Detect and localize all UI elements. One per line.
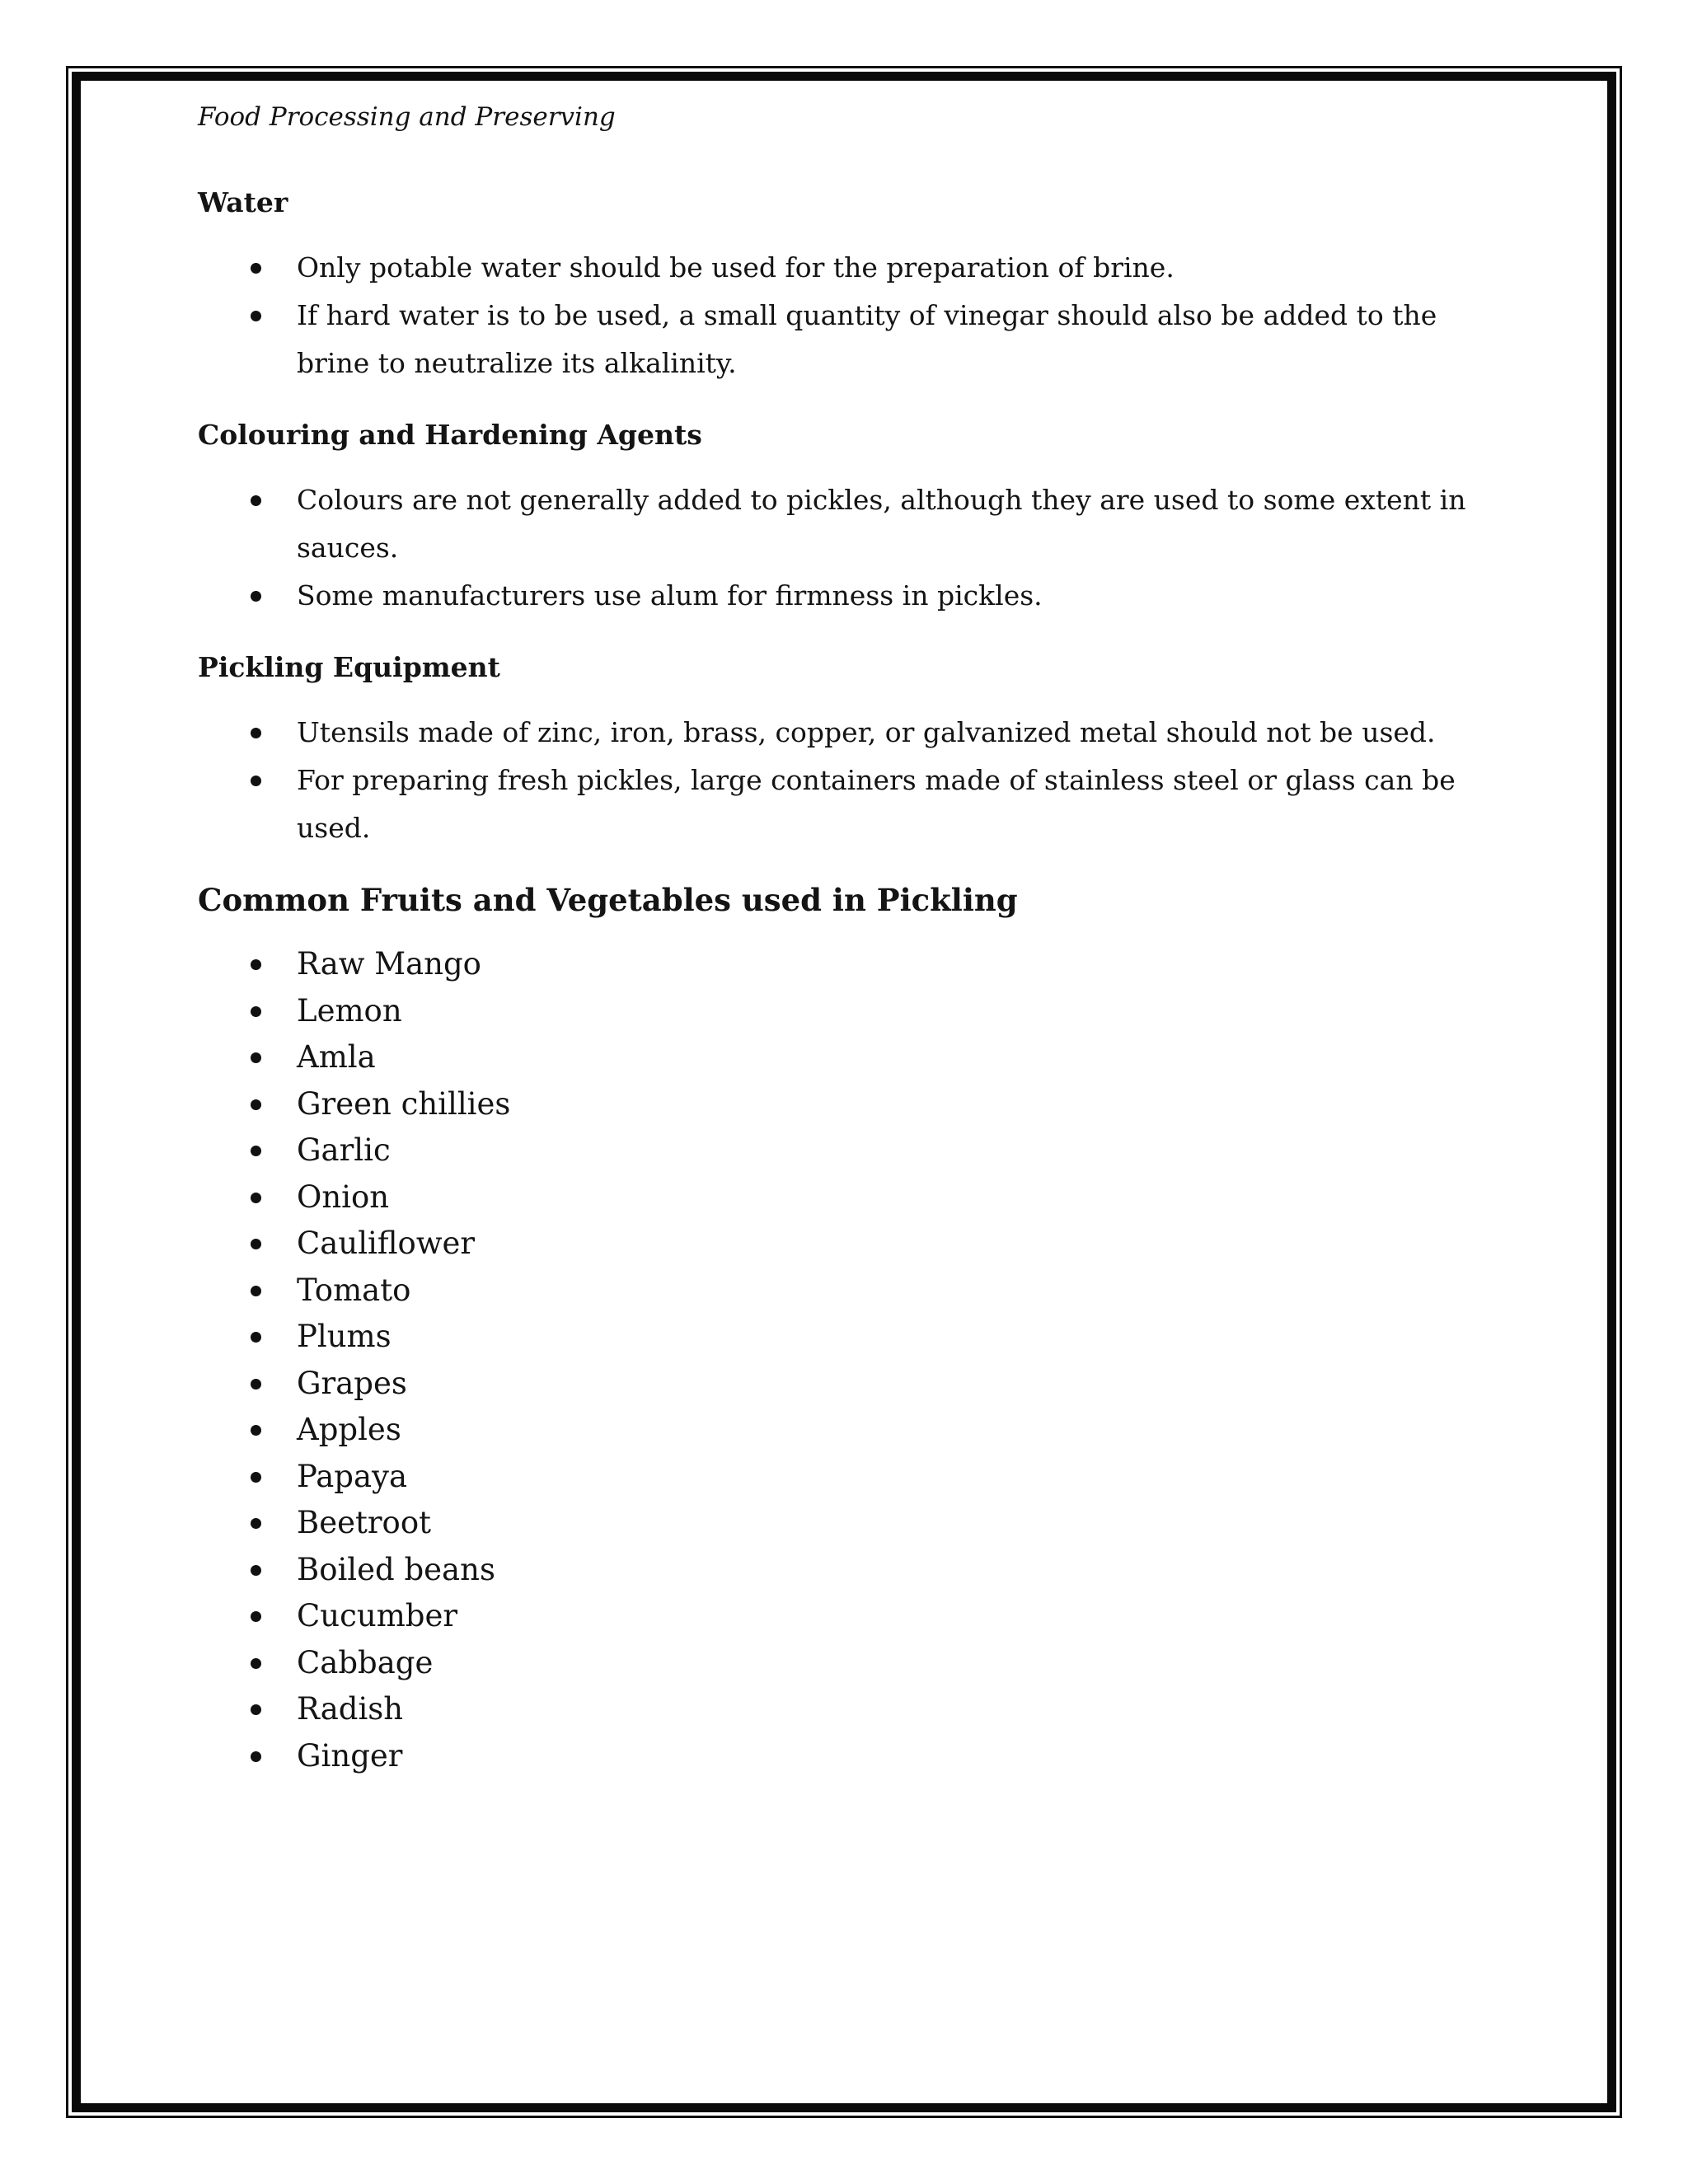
list-item: Raw Mango (198, 941, 1484, 988)
list-item: Ginger (198, 1733, 1484, 1780)
list-item: Cabbage (198, 1640, 1484, 1687)
list-item: Green chillies (198, 1081, 1484, 1128)
list-item: Utensils made of zinc, iron, brass, copper, or galvanized metal should not be used. (198, 709, 1484, 757)
list-item: Apples (198, 1407, 1484, 1454)
section-heading-equipment: Pickling Equipment (198, 651, 500, 683)
list-item: For preparing fresh pickles, large containers made of stainless steel or glass can be used. (198, 757, 1484, 852)
list-item: Garlic (198, 1127, 1484, 1174)
page-content (198, 97, 1484, 1804)
list-item: Boiled beans (198, 1547, 1484, 1594)
list-item: Amla (198, 1034, 1484, 1081)
section-heading-colouring: Colouring and Hardening Agents (198, 419, 702, 451)
list-item: Cauliflower (198, 1221, 1484, 1268)
list-item: Onion (198, 1174, 1484, 1221)
colouring-list (198, 476, 1484, 620)
produce-list (198, 941, 1484, 1779)
water-list (198, 244, 1484, 387)
list-item: Grapes (198, 1361, 1484, 1408)
list-item: Papaya (198, 1454, 1484, 1501)
list-item: Plums (198, 1314, 1484, 1361)
running-header: Food Processing and Preserving (198, 102, 616, 132)
list-item: Cucumber (198, 1593, 1484, 1640)
list-item: Only potable water should be used for the preparation of brine. (198, 244, 1484, 292)
list-item: If hard water is to be used, a small quantity of vinegar should also be added to the brine to neutralize its alkalinity. (198, 292, 1484, 387)
section-heading-produce: Common Fruits and Vegetables used in Pickling (198, 882, 1018, 918)
list-item: Radish (198, 1686, 1484, 1733)
list-item: Tomato (198, 1268, 1484, 1315)
section-heading-water: Water (198, 186, 288, 218)
list-item: Beetroot (198, 1500, 1484, 1547)
list-item: Lemon (198, 988, 1484, 1035)
list-item: Some manufacturers use alum for firmness in pickles. (198, 572, 1484, 620)
equipment-list (198, 709, 1484, 852)
list-item: Colours are not generally added to pickles, although they are used to some extent in sauces. (198, 476, 1484, 572)
